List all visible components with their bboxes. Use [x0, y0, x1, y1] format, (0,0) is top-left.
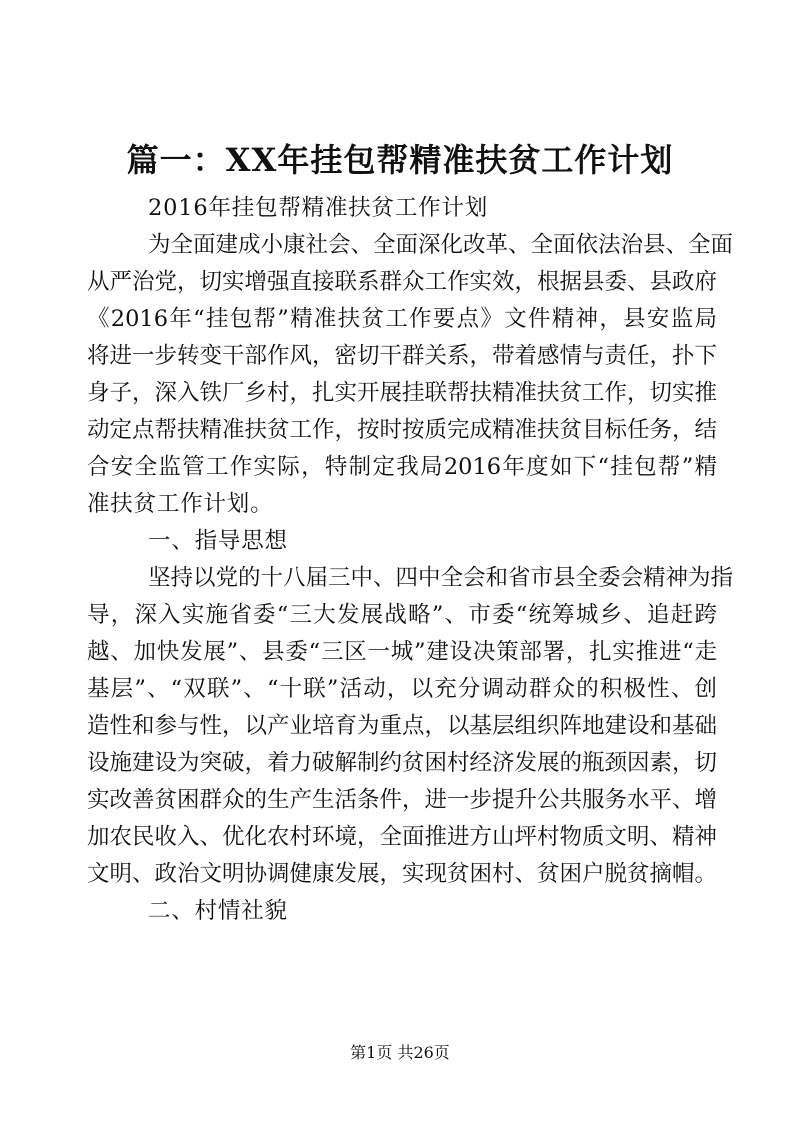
section-heading-village-profile: 二、村情社貌 [148, 898, 288, 924]
paragraph-line: 准扶贫工作计划。 [87, 491, 274, 517]
paragraph-line: 为全面建成小康社会、全面深化改革、全面依法治县、全面 [148, 232, 734, 258]
paragraph-line: 加农民收入、优化农村环境，全面推进方山坪村物质文明、精神 [87, 824, 718, 850]
paragraph-line: 从严治党，切实增强直接联系群众工作实效，根据县委、县政府 [87, 269, 718, 295]
document-body [87, 190, 734, 930]
paragraph-line: 设施建设为突破，着力破解制约贫困村经济发展的瓶颈因素，切 [87, 750, 718, 776]
page-footer: 第1页 共26页 [350, 1043, 450, 1062]
paragraph-line: 身子，深入铁厂乡村，扎实开展挂联帮扶精准扶贫工作，切实推 [87, 380, 718, 406]
document-subtitle: 2016年挂包帮精准扶贫工作计划 [148, 195, 489, 221]
paragraph-guiding-thought [87, 560, 734, 893]
paragraph-line: 坚持以党的十八届三中、四中全会和省市县全委会精神为指 [148, 565, 734, 591]
paragraph-line: 造性和参与性，以产业培育为重点，以基层组织阵地建设和基础 [87, 713, 718, 739]
paragraph-intro [87, 227, 734, 523]
paragraph-line: 实改善贫困群众的生产生活条件，进一步提升公共服务水平、增 [87, 787, 718, 813]
paragraph-line: 《2016年“挂包帮”精准扶贫工作要点》文件精神，县安监局 [87, 306, 717, 332]
paragraph-line: 越、加快发展”、县委“三区一城”建设决策部署，扎实推进“走 [87, 639, 717, 665]
paragraph-line: 合安全监管工作实际，特制定我局2016年度如下“挂包帮”精 [87, 454, 717, 480]
section-heading-guiding-thought: 一、指导思想 [148, 528, 288, 554]
paragraph-line: 文明、政治文明协调健康发展，实现贫困村、贫困户脱贫摘帽。 [87, 861, 718, 887]
paragraph-line: 将进一步转变干部作风，密切干群关系，带着感情与责任，扑下 [87, 343, 718, 369]
paragraph-line: 导，深入实施省委“三大发展战略”、市委“统筹城乡、追赶跨 [87, 602, 717, 628]
paragraph-line: 基层”、“双联”、“十联”活动，以充分调动群众的积极性、创 [87, 676, 717, 702]
paragraph-line: 动定点帮扶精准扶贫工作，按时按质完成精准扶贫目标任务，结 [87, 417, 718, 443]
document-title: 篇一：XX年挂包帮精准扶贫工作计划 [126, 141, 674, 179]
